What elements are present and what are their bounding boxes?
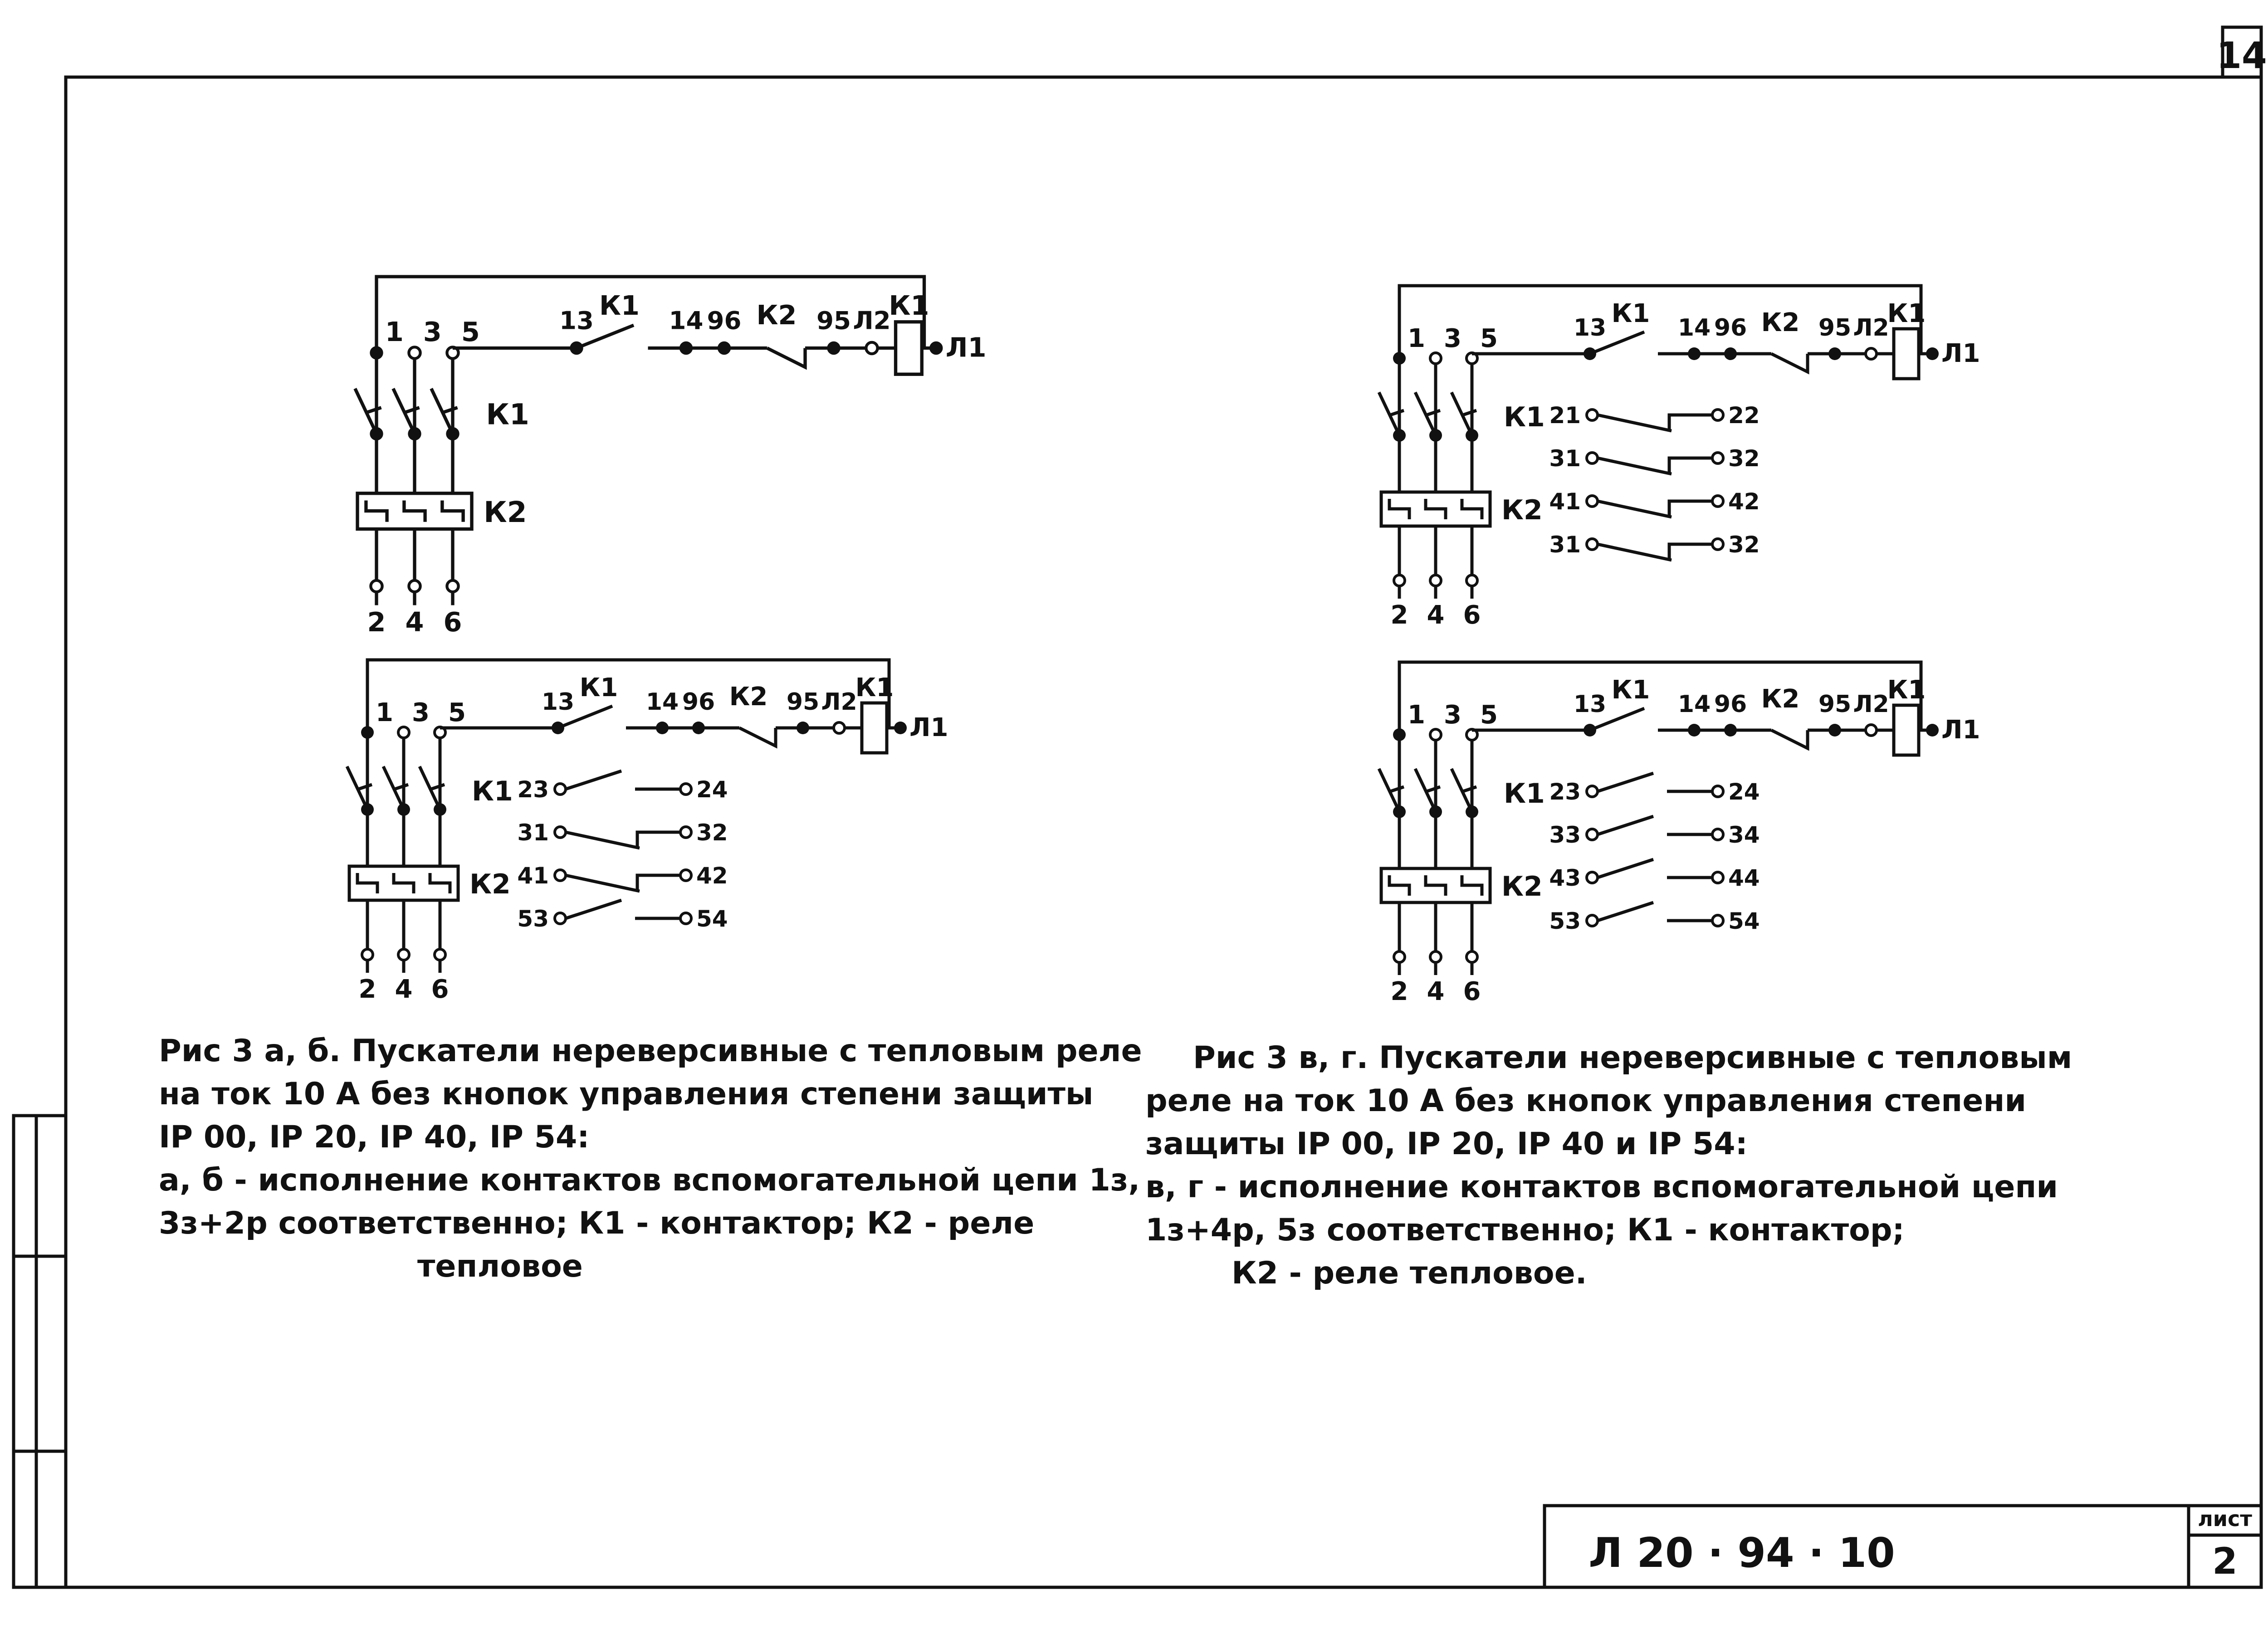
- aux-contact-no: [1598, 773, 1653, 791]
- terminal-label: К1: [1504, 401, 1545, 433]
- terminal-label: 32: [696, 819, 728, 846]
- terminal-label: 34: [1728, 822, 1760, 848]
- terminal-ring: [834, 722, 845, 733]
- thermal-element: [1426, 499, 1446, 519]
- terminal-ring: [1430, 353, 1441, 364]
- terminal-label: Л2: [821, 688, 857, 716]
- terminal-label: 95: [786, 688, 820, 716]
- terminal-label: Л1: [945, 332, 987, 363]
- terminal-ring: [409, 347, 420, 358]
- contact-tick: [1463, 410, 1476, 415]
- thermal-relay-contact-k2: [739, 728, 776, 746]
- terminal-ring: [555, 870, 566, 881]
- contact-tick: [1427, 787, 1440, 791]
- terminal-ring: [1712, 539, 1723, 550]
- terminal-label: 21: [1549, 402, 1581, 429]
- terminal-label: 3: [423, 316, 442, 347]
- terminal-label: 96: [1714, 314, 1747, 341]
- terminal-label: К2: [484, 495, 527, 529]
- thermal-element: [1426, 875, 1446, 896]
- contactor-coil: [1894, 705, 1919, 755]
- thermal-element: [1389, 499, 1409, 519]
- sheet-label: лист: [2198, 1507, 2252, 1531]
- terminal-label: 43: [1549, 865, 1581, 891]
- caption-left-line: а, б - исполнение контактов вспомогательной цепи 1з,: [159, 1162, 1140, 1198]
- aux-wire: [1669, 415, 1712, 431]
- caption-right-line: в, г - исполнение контактов вспомогательной цепи: [1145, 1169, 2058, 1205]
- terminal-label: 14: [1677, 314, 1711, 341]
- terminal-ring: [1466, 575, 1477, 586]
- terminal-ring: [555, 827, 566, 838]
- terminal-label: Л1: [909, 713, 948, 742]
- junction-dot: [1393, 728, 1406, 741]
- contact-tick: [443, 408, 458, 413]
- terminal-ring: [435, 949, 445, 960]
- terminal-label: К1: [1887, 675, 1926, 705]
- junction-dot: [894, 722, 907, 734]
- aux-contact-nc: [566, 832, 640, 848]
- terminal-label: 13: [1573, 314, 1607, 341]
- junction-dot: [1926, 724, 1939, 737]
- contactor-coil: [896, 322, 922, 375]
- terminal-label: 96: [1714, 691, 1747, 718]
- contact-tick: [405, 408, 420, 413]
- terminal-label: 42: [696, 863, 728, 889]
- aux-wire: [637, 832, 680, 848]
- contact-tick: [1427, 410, 1440, 415]
- terminal-label: К1: [579, 673, 618, 702]
- terminal-label: К1: [1611, 299, 1650, 328]
- caption-left-line: на ток 10 А без кнопок управления степени защиты: [159, 1076, 1094, 1112]
- contactor-coil: [1894, 329, 1919, 379]
- junction-dot: [370, 346, 383, 359]
- terminal-label: 23: [517, 776, 549, 803]
- terminal-ring: [1587, 496, 1598, 507]
- junction-dot: [361, 726, 374, 739]
- caption-right: [1145, 1036, 2072, 1295]
- terminal-label: 23: [1549, 779, 1581, 805]
- terminal-label: 2: [1390, 977, 1408, 1006]
- terminal-ring: [409, 580, 420, 592]
- terminal-label: 1: [1408, 324, 1425, 353]
- terminal-label: 24: [696, 776, 728, 803]
- terminal-ring: [680, 913, 691, 924]
- sheet-number: 2: [2212, 1540, 2238, 1582]
- terminal-ring: [680, 784, 691, 795]
- scheme-a: [355, 277, 987, 638]
- terminal-label: 6: [1463, 600, 1481, 630]
- caption-left-line: Рис 3 а, б. Пускатели нереверсивные с тепловым реле: [159, 1033, 1142, 1069]
- terminal-label: 13: [541, 688, 575, 716]
- terminal-ring: [1587, 786, 1598, 797]
- terminal-label: 6: [1463, 977, 1481, 1006]
- terminal-label: 3: [1444, 700, 1461, 730]
- terminal-label: К1: [855, 673, 894, 702]
- thermal-element: [366, 501, 387, 522]
- terminal-label: 13: [559, 306, 594, 335]
- thermal-relay-contact-k2: [767, 348, 805, 367]
- contact-tick: [358, 785, 372, 789]
- terminal-ring: [1712, 453, 1723, 463]
- aux-contact-no: [1598, 859, 1653, 878]
- terminal-ring: [1587, 539, 1598, 550]
- terminal-label: 54: [696, 906, 728, 932]
- terminal-label: К2: [1501, 871, 1543, 902]
- aux-contact-nc: [566, 875, 640, 891]
- terminal-label: Л1: [1941, 715, 1980, 745]
- terminal-ring: [1587, 872, 1598, 883]
- terminal-label: 32: [1728, 445, 1760, 472]
- junction-dot: [1393, 352, 1406, 365]
- terminal-ring: [1712, 496, 1723, 507]
- aux-contact-nc: [1598, 501, 1672, 517]
- terminal-ring: [1587, 915, 1598, 926]
- thermal-element: [1462, 499, 1482, 519]
- terminal-label: 5: [1480, 324, 1498, 353]
- caption-left-line: IP 00, IP 20, IP 40, IP 54:: [159, 1119, 590, 1155]
- thermal-element: [442, 501, 463, 522]
- terminal-label: К2: [469, 868, 511, 900]
- thermal-relay-contact-k2: [1771, 730, 1808, 748]
- aux-contact-nc: [1598, 544, 1672, 560]
- terminal-label: 54: [1728, 908, 1760, 934]
- terminal-ring: [1430, 729, 1441, 740]
- terminal-label: 96: [707, 306, 742, 335]
- terminal-ring: [1712, 410, 1723, 420]
- terminal-ring: [1587, 829, 1598, 840]
- terminal-label: 2: [367, 606, 386, 638]
- terminal-label: 4: [405, 606, 424, 638]
- caption-right-line: К2 - реле тепловое.: [1232, 1255, 1587, 1291]
- terminal-label: К2: [1761, 684, 1800, 714]
- junction-dot: [1926, 347, 1939, 360]
- terminal-label: 5: [448, 698, 466, 727]
- terminal-label: Л2: [853, 306, 891, 335]
- terminal-ring: [555, 913, 566, 924]
- terminal-ring: [362, 949, 373, 960]
- terminal-label: 41: [517, 863, 549, 889]
- terminal-label: 5: [1480, 700, 1498, 730]
- caption-right-line: 1з+4р, 5з соответственно; К1 - контактор;: [1145, 1212, 1905, 1248]
- aux-wire: [1669, 544, 1712, 560]
- terminal-label: 14: [645, 688, 679, 716]
- caption-left-line: 3з+2р соответственно; К1 - контактор; К2 - реле: [159, 1205, 1035, 1241]
- terminal-label: 14: [1677, 691, 1711, 718]
- contactor-coil: [862, 703, 887, 753]
- aux-contact-no: [566, 771, 621, 789]
- terminal-label: Л1: [1941, 339, 1980, 368]
- terminal-ring: [555, 784, 566, 795]
- terminal-label: К2: [729, 682, 768, 712]
- caption-right-line: реле на ток 10 А без кнопок управления степени: [1145, 1083, 2027, 1119]
- terminal-ring: [1430, 575, 1441, 586]
- terminal-ring: [1712, 872, 1723, 883]
- caption-left-line: тепловое: [417, 1249, 583, 1284]
- terminal-label: 96: [682, 688, 715, 716]
- terminal-label: 1: [385, 316, 404, 347]
- terminal-label: 41: [1549, 488, 1581, 515]
- thermal-element: [430, 873, 450, 893]
- terminal-label: 6: [431, 975, 449, 1004]
- terminal-ring: [371, 580, 382, 592]
- terminal-ring: [680, 827, 691, 838]
- terminal-ring: [1394, 951, 1405, 962]
- terminal-label: Л2: [1853, 314, 1889, 341]
- terminal-ring: [1587, 410, 1598, 420]
- terminal-ring: [866, 342, 877, 354]
- terminal-label: 2: [358, 975, 376, 1004]
- junction-dot: [929, 341, 943, 355]
- contact-tick: [1390, 410, 1404, 415]
- terminal-ring: [1466, 951, 1477, 962]
- scheme-d: [1379, 662, 1980, 1006]
- terminal-label: 24: [1728, 779, 1760, 805]
- terminal-label: 53: [1549, 908, 1581, 934]
- terminal-label: 4: [1427, 600, 1445, 630]
- contact-tick: [395, 785, 408, 789]
- terminal-label: К1: [1887, 299, 1926, 328]
- terminal-label: 33: [1549, 822, 1581, 848]
- terminal-ring: [1587, 453, 1598, 463]
- contact-tick: [1463, 787, 1476, 791]
- terminal-ring: [398, 727, 409, 738]
- terminal-label: К1: [599, 290, 640, 321]
- thermal-element: [1389, 875, 1409, 896]
- aux-contact-no: [1598, 816, 1653, 834]
- terminal-ring: [1394, 575, 1405, 586]
- corner-number: 14: [2216, 34, 2267, 77]
- terminal-label: 44: [1728, 865, 1760, 891]
- thermal-element: [404, 501, 425, 522]
- contact-tick: [431, 785, 445, 789]
- terminal-label: 31: [517, 819, 549, 846]
- terminal-label: Л2: [1853, 691, 1889, 718]
- terminal-label: 4: [1427, 977, 1445, 1006]
- aux-contact-nc: [1598, 415, 1672, 431]
- terminal-ring: [1430, 951, 1441, 962]
- terminal-label: 3: [1444, 324, 1461, 353]
- terminal-label: 32: [1728, 532, 1760, 558]
- terminal-label: 22: [1728, 402, 1760, 429]
- terminal-label: 5: [461, 316, 480, 347]
- terminal-ring: [1866, 348, 1877, 359]
- aux-wire: [637, 875, 680, 891]
- terminal-ring: [447, 580, 458, 592]
- terminal-label: 4: [395, 975, 413, 1004]
- terminal-label: 31: [1549, 445, 1581, 472]
- terminal-label: К2: [1501, 494, 1543, 526]
- caption-right-line: защиты IP 00, IP 20, IP 40 и IP 54:: [1145, 1126, 1748, 1162]
- aux-contact-nc: [1598, 458, 1672, 474]
- terminal-label: К1: [1504, 778, 1545, 810]
- sheet-frame: [14, 27, 2261, 1587]
- aux-contact-no: [566, 900, 621, 918]
- terminal-label: 95: [1818, 691, 1852, 718]
- terminal-label: К2: [756, 299, 797, 331]
- terminal-label: 6: [443, 606, 462, 638]
- aux-wire: [1669, 501, 1712, 517]
- terminal-ring: [1712, 786, 1723, 797]
- terminal-ring: [680, 870, 691, 881]
- caption-right-line: Рис 3 в, г. Пускатели нереверсивные с тепловым: [1193, 1040, 2072, 1076]
- terminal-label: К1: [1611, 675, 1650, 705]
- caption-left: [159, 1029, 1142, 1288]
- terminal-label: 3: [412, 698, 430, 727]
- aux-wire: [1669, 458, 1712, 474]
- terminal-label: 13: [1573, 691, 1607, 718]
- terminal-label: 95: [1818, 314, 1852, 341]
- terminal-label: 1: [376, 698, 393, 727]
- terminal-label: 95: [816, 306, 851, 335]
- scheme-c: [1379, 286, 1980, 630]
- terminal-label: 31: [1549, 532, 1581, 558]
- terminal-label: К1: [889, 290, 929, 321]
- terminal-label: 1: [1408, 700, 1425, 730]
- terminal-ring: [1712, 915, 1723, 926]
- terminal-label: 14: [669, 306, 704, 335]
- scheme-b: [347, 660, 948, 1004]
- thermal-relay-contact-k2: [1771, 354, 1808, 372]
- terminal-label: 53: [517, 906, 549, 932]
- thermal-element: [357, 873, 377, 893]
- contact-tick: [1390, 787, 1404, 791]
- terminal-label: К1: [486, 398, 529, 431]
- terminal-label: К1: [472, 776, 513, 807]
- terminal-ring: [1712, 829, 1723, 840]
- contact-tick: [367, 408, 381, 413]
- terminal-ring: [398, 949, 409, 960]
- terminal-ring: [1866, 725, 1877, 736]
- aux-contact-no: [1598, 902, 1653, 921]
- thermal-element: [394, 873, 414, 893]
- thermal-element: [1462, 875, 1482, 896]
- terminal-label: 2: [1390, 600, 1408, 630]
- terminal-label: 42: [1728, 488, 1760, 515]
- document-code: Л 20 · 94 · 10: [1589, 1529, 1895, 1577]
- terminal-label: К2: [1761, 308, 1800, 337]
